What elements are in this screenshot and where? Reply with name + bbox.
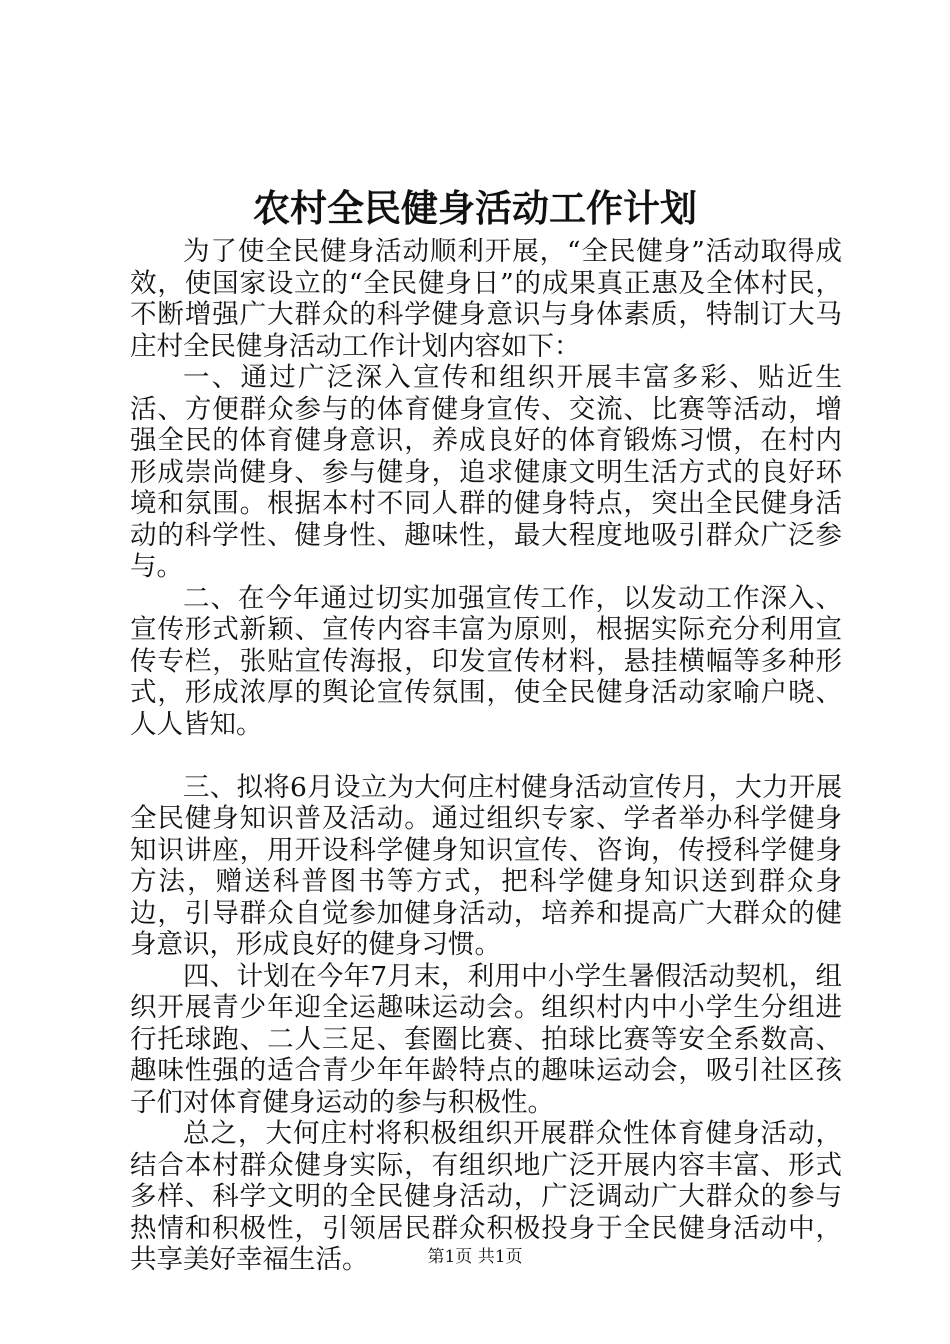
intro-paragraph: 为了使全民健身活动顺利开展，“全民健身”活动取得成效，使国家设立的“全民健身日”的成果真正惠及全体村民，不断增强广大群众的科学健身意识与身体素质，特制订大马庄村全民健身活动工作计划内容如下： xyxy=(130,236,842,362)
section-three-paragraph: 三、拟将6月设立为大何庄村健身活动宣传月，大力开展全民健身知识普及活动。通过组织专家、学者举办科学健身知识讲座，用开设科学健身知识宣传、咨询，传授科学健身方法，赠送科普图书等方式，把科学健身知识送到群众身边，引导群众自觉参加健身活动，培养和提高广大群众的健身意识，形成良好的健身习惯。 xyxy=(130,771,842,960)
page-number-footer: 第1页 共1页 xyxy=(427,1247,523,1267)
document-title: 农村全民健身活动工作计划 xyxy=(253,187,697,230)
section-four-paragraph: 四、计划在今年7月末，利用中小学生暑假活动契机，组织开展青少年迎全运趣味运动会。组织村内中小学生分组进行托球跑、二人三足、套圈比赛、拍球比赛等安全系数高、趣味性强的适合青少年年龄特点的趣味运动会，吸引社区孩子们对体育健身运动的参与积极性。 xyxy=(130,960,842,1118)
document-body xyxy=(130,236,842,1276)
conclusion-paragraph: 总之，大何庄村将积极组织开展群众性体育健身活动，结合本村群众健身实际，有组织地广泛开展内容丰富、形式多样、科学文明的全民健身活动，广泛调动广大群众的参与热情和积极性，引领居民群众积极投身于全民健身活动中，共享美好幸福生活。 xyxy=(130,1118,842,1275)
section-one-paragraph: 一、通过广泛深入宣传和组织开展丰富多彩、贴近生活、方便群众参与的体育健身宣传、交流、比赛等活动，增强全民的体育健身意识，养成良好的体育锻炼习惯，在村内形成崇尚健身、参与健身，追求健康文明生活方式的良好环境和氛围。根据本村不同人群的健身特点，突出全民健身活动的科学性、健身性、趣味性，最大程度地吸引群众广泛参与。 xyxy=(130,362,842,582)
paragraph-spacer xyxy=(130,740,842,772)
section-two-paragraph: 二、在今年通过切实加强宣传工作，以发动工作深入、宣传形式新颖、宣传内容丰富为原则，根据实际充分利用宣传专栏，张贴宣传海报，印发宣传材料，悬挂横幅等多种形式，形成浓厚的舆论宣传氛围，使全民健身活动家喻户晓、人人皆知。 xyxy=(130,582,842,740)
